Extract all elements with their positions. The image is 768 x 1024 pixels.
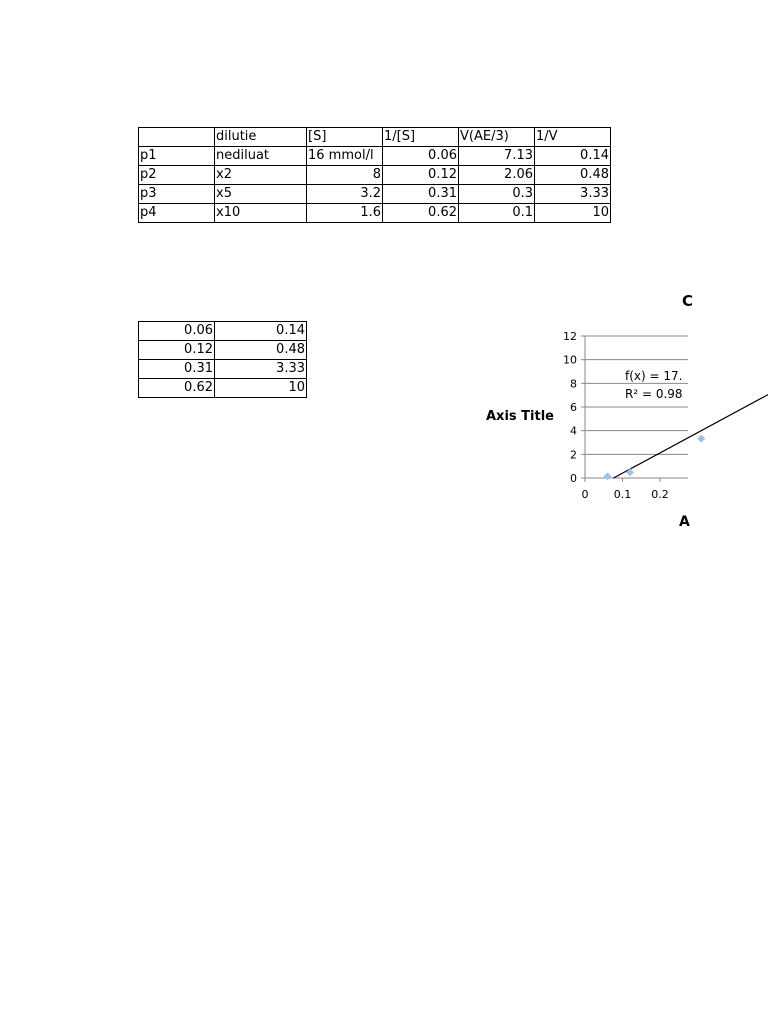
table-cell[interactable]: 0.31 bbox=[139, 360, 215, 379]
x-axis-title-fragment: A bbox=[679, 514, 690, 530]
table-cell[interactable]: 3.2 bbox=[307, 185, 383, 204]
table-cell[interactable]: 0.1 bbox=[459, 204, 535, 223]
table-cell[interactable]: 0.14 bbox=[215, 322, 307, 341]
table-row bbox=[139, 147, 611, 166]
table-cell[interactable]: 3.33 bbox=[215, 360, 307, 379]
table-cell[interactable]: p3 bbox=[139, 185, 215, 204]
y-tick-label: 8 bbox=[570, 377, 577, 391]
table-cell[interactable]: 0.62 bbox=[139, 379, 215, 398]
header-cell[interactable]: [S] bbox=[307, 128, 383, 147]
table-cell[interactable]: 0.06 bbox=[383, 147, 459, 166]
table-cell[interactable]: p2 bbox=[139, 166, 215, 185]
table-cell[interactable]: 16 mmol/l bbox=[307, 147, 383, 166]
table-row bbox=[139, 185, 611, 204]
y-tick-label: 6 bbox=[570, 401, 577, 414]
table-cell[interactable]: 1.6 bbox=[307, 204, 383, 223]
table-cell[interactable]: 0.3 bbox=[459, 185, 535, 204]
chart-axes bbox=[581, 336, 688, 482]
data-point bbox=[626, 468, 634, 476]
table-cell[interactable]: 0.06 bbox=[139, 322, 215, 341]
header-cell[interactable]: 1/[S] bbox=[383, 128, 459, 147]
table-cell[interactable]: 10 bbox=[215, 379, 307, 398]
chart-title-fragment: C bbox=[682, 292, 694, 310]
table-cell[interactable]: 0.12 bbox=[139, 341, 215, 360]
table-cell[interactable]: 0.12 bbox=[383, 166, 459, 185]
data-table bbox=[138, 127, 611, 223]
header-cell[interactable]: dilutie bbox=[215, 128, 307, 147]
header-cell[interactable]: V(AE/3) bbox=[459, 128, 535, 147]
table-row bbox=[139, 379, 307, 398]
y-tick-label: 10 bbox=[563, 353, 577, 367]
table-cell[interactable]: 8 bbox=[307, 166, 383, 185]
y-tick-label: 2 bbox=[570, 448, 577, 462]
table-row bbox=[139, 341, 307, 360]
data-point bbox=[604, 472, 612, 480]
y-axis-title: Axis Title bbox=[486, 409, 554, 424]
table-cell[interactable]: 0.31 bbox=[383, 185, 459, 204]
table-row bbox=[139, 322, 307, 341]
table-cell[interactable]: 0.62 bbox=[383, 204, 459, 223]
y-tick-label: 0 bbox=[570, 472, 577, 485]
table-row bbox=[139, 166, 611, 185]
table-cell[interactable]: nediluat bbox=[215, 147, 307, 166]
data-point bbox=[697, 435, 705, 443]
table-header-row bbox=[139, 128, 611, 147]
trendline-r2-label: R² = 0.98 bbox=[625, 387, 683, 401]
table-cell[interactable]: p4 bbox=[139, 204, 215, 223]
table-cell[interactable]: x5 bbox=[215, 185, 307, 204]
table-row bbox=[139, 204, 611, 223]
table-cell[interactable]: x10 bbox=[215, 204, 307, 223]
chart-tick-labels bbox=[563, 330, 669, 501]
header-cell[interactable] bbox=[139, 128, 215, 147]
y-tick-label: 4 bbox=[570, 424, 577, 438]
scatter-chart[interactable] bbox=[478, 280, 694, 530]
y-tick-label: 12 bbox=[563, 330, 577, 343]
xy-pairs-table bbox=[138, 321, 307, 398]
table-cell[interactable]: 0.48 bbox=[535, 166, 611, 185]
table-row bbox=[139, 360, 307, 379]
x-tick-label: 0.2 bbox=[651, 488, 669, 501]
table-cell[interactable]: 0.14 bbox=[535, 147, 611, 166]
x-tick-label: 0.1 bbox=[613, 488, 632, 501]
trendline-equation-label: f(x) = 17. bbox=[625, 369, 683, 383]
table-cell[interactable]: 2.06 bbox=[459, 166, 535, 185]
header-cell[interactable]: 1/V bbox=[535, 128, 611, 147]
x-tick-label: 0 bbox=[581, 488, 589, 501]
table-cell[interactable]: x2 bbox=[215, 166, 307, 185]
table-cell[interactable]: 7.13 bbox=[459, 147, 535, 166]
table-cell[interactable]: p1 bbox=[139, 147, 215, 166]
chart-canvas bbox=[478, 280, 694, 530]
table-cell[interactable]: 0.48 bbox=[215, 341, 307, 360]
table-cell[interactable]: 3.33 bbox=[535, 185, 611, 204]
table-cell[interactable]: 10 bbox=[535, 204, 611, 223]
